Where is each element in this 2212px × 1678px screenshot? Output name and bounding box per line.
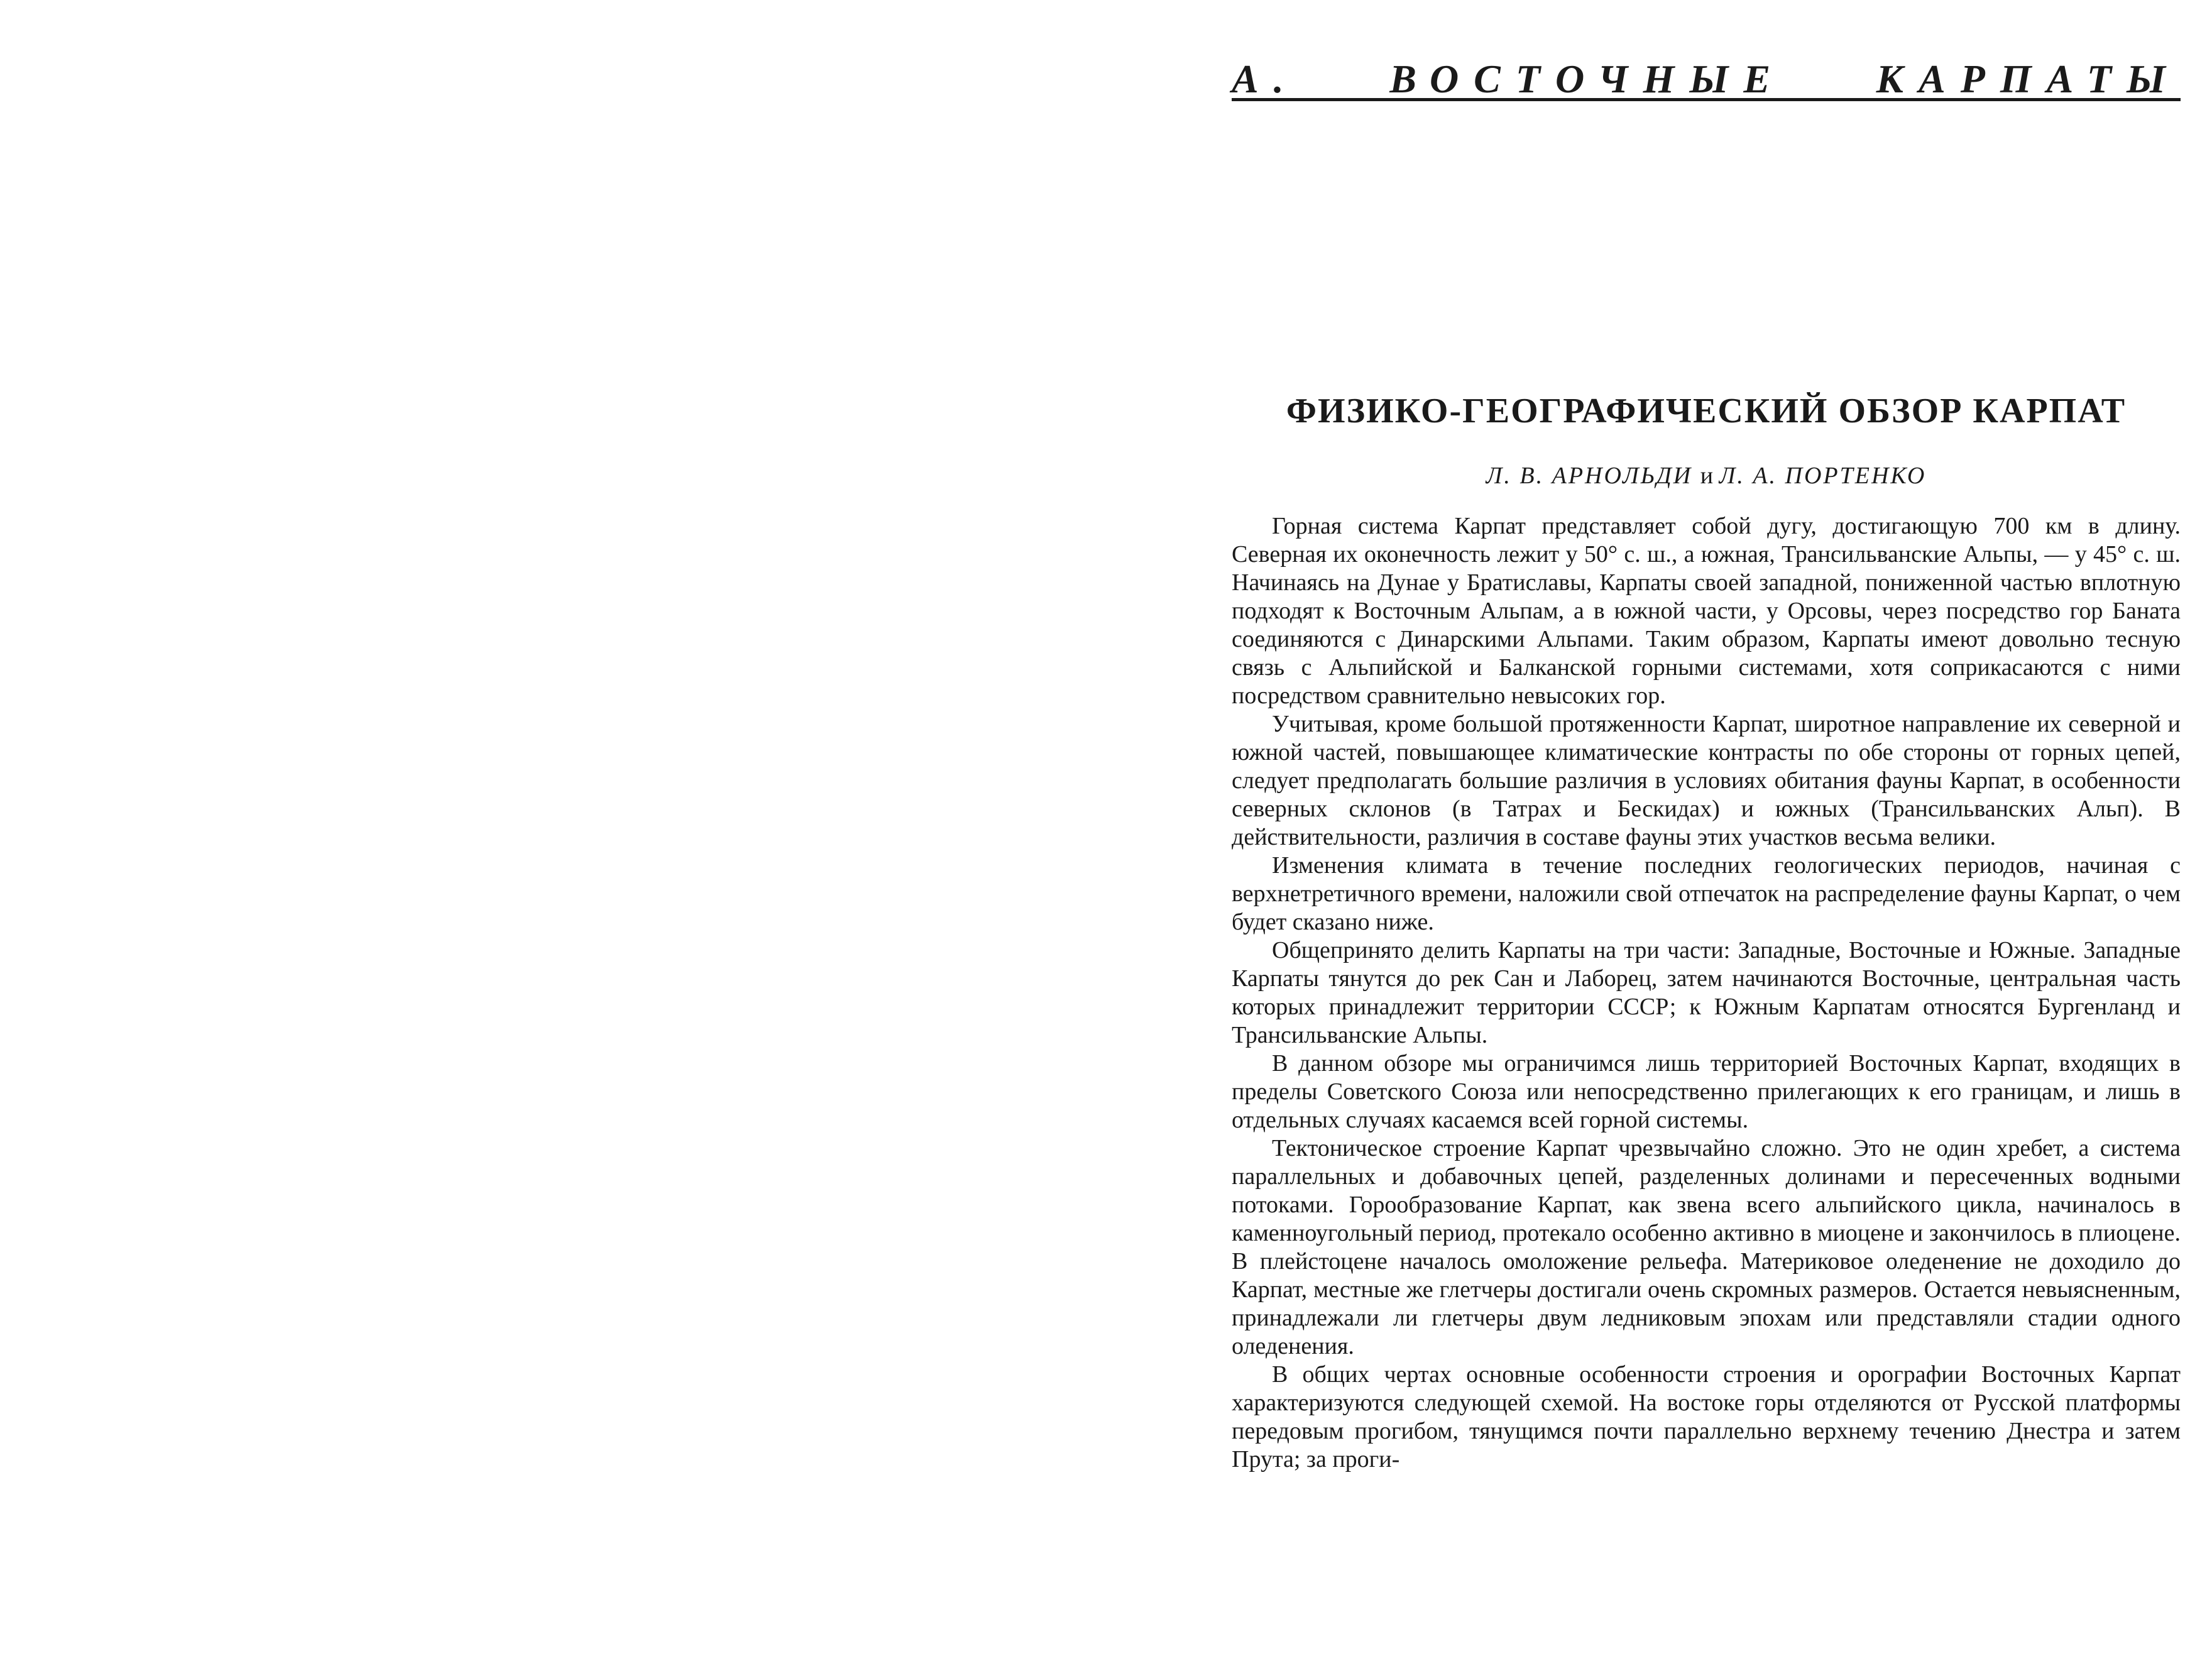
running-header-middle: ВОСТОЧНЫЕ	[1389, 57, 1786, 101]
paragraph: Горная система Карпат представляет собой дугу, достигающую 700 км в длину. Северная их оконечность лежит у 50° с. ш., а южная, Трансильванские Альпы, — у 45° с. ш. Начинаясь на Дунае у Братиславы, Карпаты своей западной, пониженной частью вплотную подходят к Восточным Альпам, а в южной части, у Орсовы, через посредство гор Баната соединяются с Динарскими Альпами. Таким образом, Карпаты имеют довольно тесную связь с Альпийской и Балканской горными системами, хотя соприкасаются с ними посредством сравнительно невысоких гор.	[1232, 513, 2181, 709]
paragraph: В данном обзоре мы ограничимся лишь территорией Восточных Карпат, входящих в пределы Советского Союза или непосредственно прилегающих к его границам, и лишь в отдельных случаях касаемся всей горной системы.	[1232, 1050, 2181, 1133]
author-1: Л. В. АРНОЛЬДИ	[1486, 463, 1693, 489]
paragraph: Общепринято делить Карпаты на три части: Западные, Восточные и Южные. Западные Карпаты тянутся до рек Сан и Лаборец, затем начинаются Восточные, центральная часть которых принадлежит территории СССР; к Южным Карпатам относятся Бургенланд и Трансильванские Альпы.	[1232, 937, 2181, 1048]
article-title: ФИЗИКО-ГЕОГРАФИЧЕСКИЙ ОБЗОР КАРПАТ	[1286, 392, 2127, 430]
article-authors	[1232, 464, 2181, 488]
paragraph: Тектоническое строение Карпат чрезвычайно сложно. Это не один хребет, а система параллельных и добавочных цепей, разделенных долинами и пересеченных водными потоками. Горообразование Карпат, как звена всего альпийского цикла, начиналось в каменноугольный период, протекало особенно активно в миоцене и закончилось в плиоцене. В плейстоцене началось омоложение рельефа. Материковое оледенение не доходило до Карпат, местные же глетчеры достигали очень скромных размеров. Остается невыясненным, принадлежали ли глетчеры двум ледниковым эпохам или представляли стадии одного оледенения.	[1232, 1135, 2181, 1359]
paragraph: В общих чертах основные особенности строения и орографии Восточных Карпат характеризуются следующей схемой. На востоке горы отделяются от Русской платформы передовым прогибом, тянущимся почти параллельно верхнему течению Днестра и затем Прута; за проги-	[1232, 1361, 2181, 1472]
paragraph: Изменения климата в течение последних геологических периодов, начиная с верхнетретичного времени, наложили свой отпечаток на распределение фауны Карпат, о чем будет сказано ниже.	[1232, 852, 2181, 935]
header-rule	[1232, 98, 2181, 101]
paragraph: Учитывая, кроме большой протяженности Карпат, широтное направление их северной и южной частей, повышающее климатические контрасты по обе стороны от горных цепей, следует предполагать большие различия в условиях обитания фауны Карпат, в особенности северных склонов (в Татрах и Бескидах) и южных (Трансильванских Альп). В действительности, различия в составе фауны этих участков весьма велики.	[1232, 711, 2181, 850]
article-body	[1232, 512, 2181, 1474]
running-header	[1232, 45, 2181, 99]
running-header-right: КАРПАТЫ	[1876, 57, 2181, 101]
author-2: Л. А. ПОРТЕНКО	[1719, 463, 1927, 489]
author-conjunction: и	[1700, 463, 1719, 489]
running-header-letter: А.	[1232, 57, 1299, 101]
